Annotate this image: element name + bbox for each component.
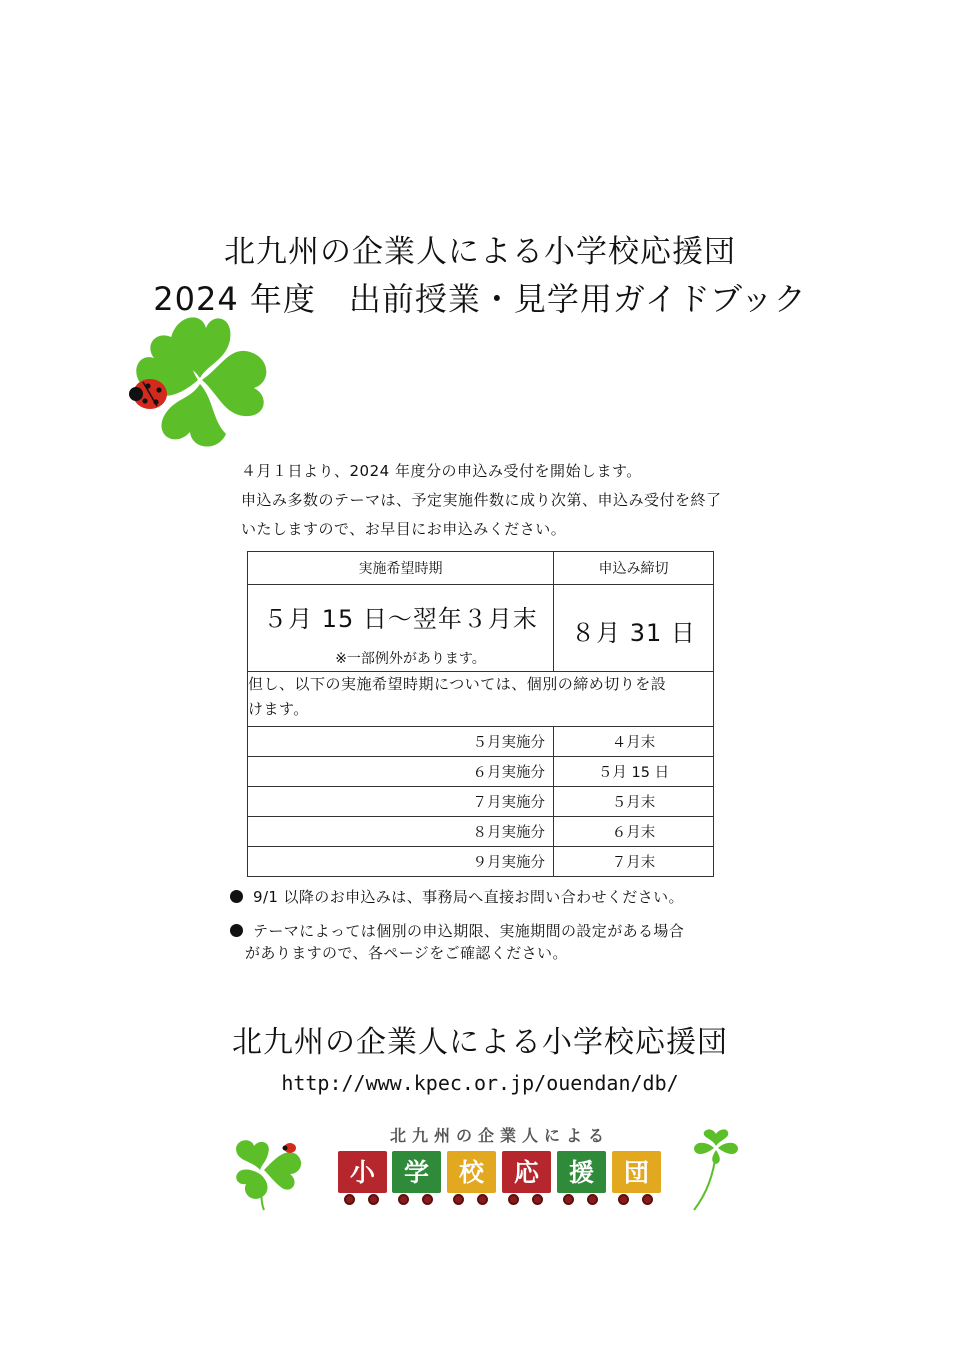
website-url[interactable]: http://www.kpec.or.jp/ouendan/db/ — [281, 1071, 679, 1095]
table-header-row — [248, 552, 714, 585]
wheel-icon — [618, 1194, 629, 1205]
row-month: ５月実施分 — [248, 727, 554, 757]
wheel-icon — [477, 1194, 488, 1205]
table-row — [248, 757, 714, 787]
page-title: 北九州の企業人による小学校応援団 — [224, 234, 736, 270]
row-month: ８月実施分 — [248, 817, 554, 847]
main-period-row — [248, 585, 714, 672]
bullet-note-2: テーマによっては個別の申込期限、実施期間の設定がある場合 — [230, 920, 684, 941]
logo-block-4: 応 — [502, 1151, 551, 1193]
exception-note: ※一部例外があります。 — [335, 651, 486, 667]
row-deadline: ４月末 — [554, 727, 714, 757]
schedule-table — [247, 551, 714, 877]
wheel-icon — [642, 1194, 653, 1205]
page-subtitle: 2024 年度 出前授業・見学用ガイドブック — [153, 280, 807, 318]
intro-line-1: ４月１日より、2024 年度分の申込み受付を開始します。 — [241, 462, 642, 480]
individual-deadline-note-row — [248, 672, 714, 727]
logo-block-2: 学 — [392, 1151, 441, 1193]
note-line-2: けます。 — [248, 700, 309, 718]
footer-organization-name: 北九州の企業人による小学校応援団 — [232, 1025, 728, 1060]
bullet-icon — [230, 890, 243, 903]
row-deadline: ５月 15 日 — [554, 757, 714, 787]
wheel-icon — [368, 1194, 379, 1205]
row-month: ７月実施分 — [248, 787, 554, 817]
logo-block-1: 小 — [338, 1151, 387, 1193]
wheel-icon — [508, 1194, 519, 1205]
ladybug-icon — [129, 379, 167, 409]
intro-line-2: 申込み多数のテーマは、予定実施件数に成り次第、申込み受付を終了 — [241, 491, 722, 509]
wheel-icon — [563, 1194, 574, 1205]
bullet-note-1: 9/1 以降のお申込みは、事務局へ直接お問い合わせください。 — [230, 886, 684, 907]
row-deadline: ５月末 — [554, 787, 714, 817]
intro-line-3: いたしますので、お早目にお申込みください。 — [241, 520, 567, 538]
main-period: ５月 15 日～翌年３月末 — [263, 605, 538, 633]
table-row — [248, 847, 714, 877]
note-line-1: 但し、以下の実施希望時期については、個別の締め切りを設 — [248, 675, 667, 693]
small-clover-left-icon — [230, 1136, 306, 1212]
wheel-icon — [422, 1194, 433, 1205]
clover-icon — [126, 308, 272, 454]
wheel-icon — [344, 1194, 355, 1205]
wheel-icon — [453, 1194, 464, 1205]
main-deadline: ８月 31 日 — [571, 619, 696, 647]
table-row — [248, 787, 714, 817]
logo-block-6: 団 — [612, 1151, 661, 1193]
table-row — [248, 817, 714, 847]
row-deadline: ７月末 — [554, 847, 714, 877]
wheel-icon — [532, 1194, 543, 1205]
row-month: ９月実施分 — [248, 847, 554, 877]
logo-block-5: 援 — [557, 1151, 606, 1193]
bullet-note-2-cont: がありますので、各ページをご確認ください。 — [245, 944, 568, 962]
header-deadline: 申込み締切 — [554, 552, 714, 585]
header-period: 実施希望時期 — [248, 552, 554, 585]
logo-block-3: 校 — [447, 1151, 496, 1193]
table-row — [248, 727, 714, 757]
logo-tagline: 北九州の企業人による — [389, 1126, 610, 1145]
bullet-icon — [230, 924, 243, 937]
row-deadline: ６月末 — [554, 817, 714, 847]
small-clover-right-icon — [690, 1128, 742, 1212]
row-month: ６月実施分 — [248, 757, 554, 787]
wheel-icon — [398, 1194, 409, 1205]
wheel-icon — [587, 1194, 598, 1205]
